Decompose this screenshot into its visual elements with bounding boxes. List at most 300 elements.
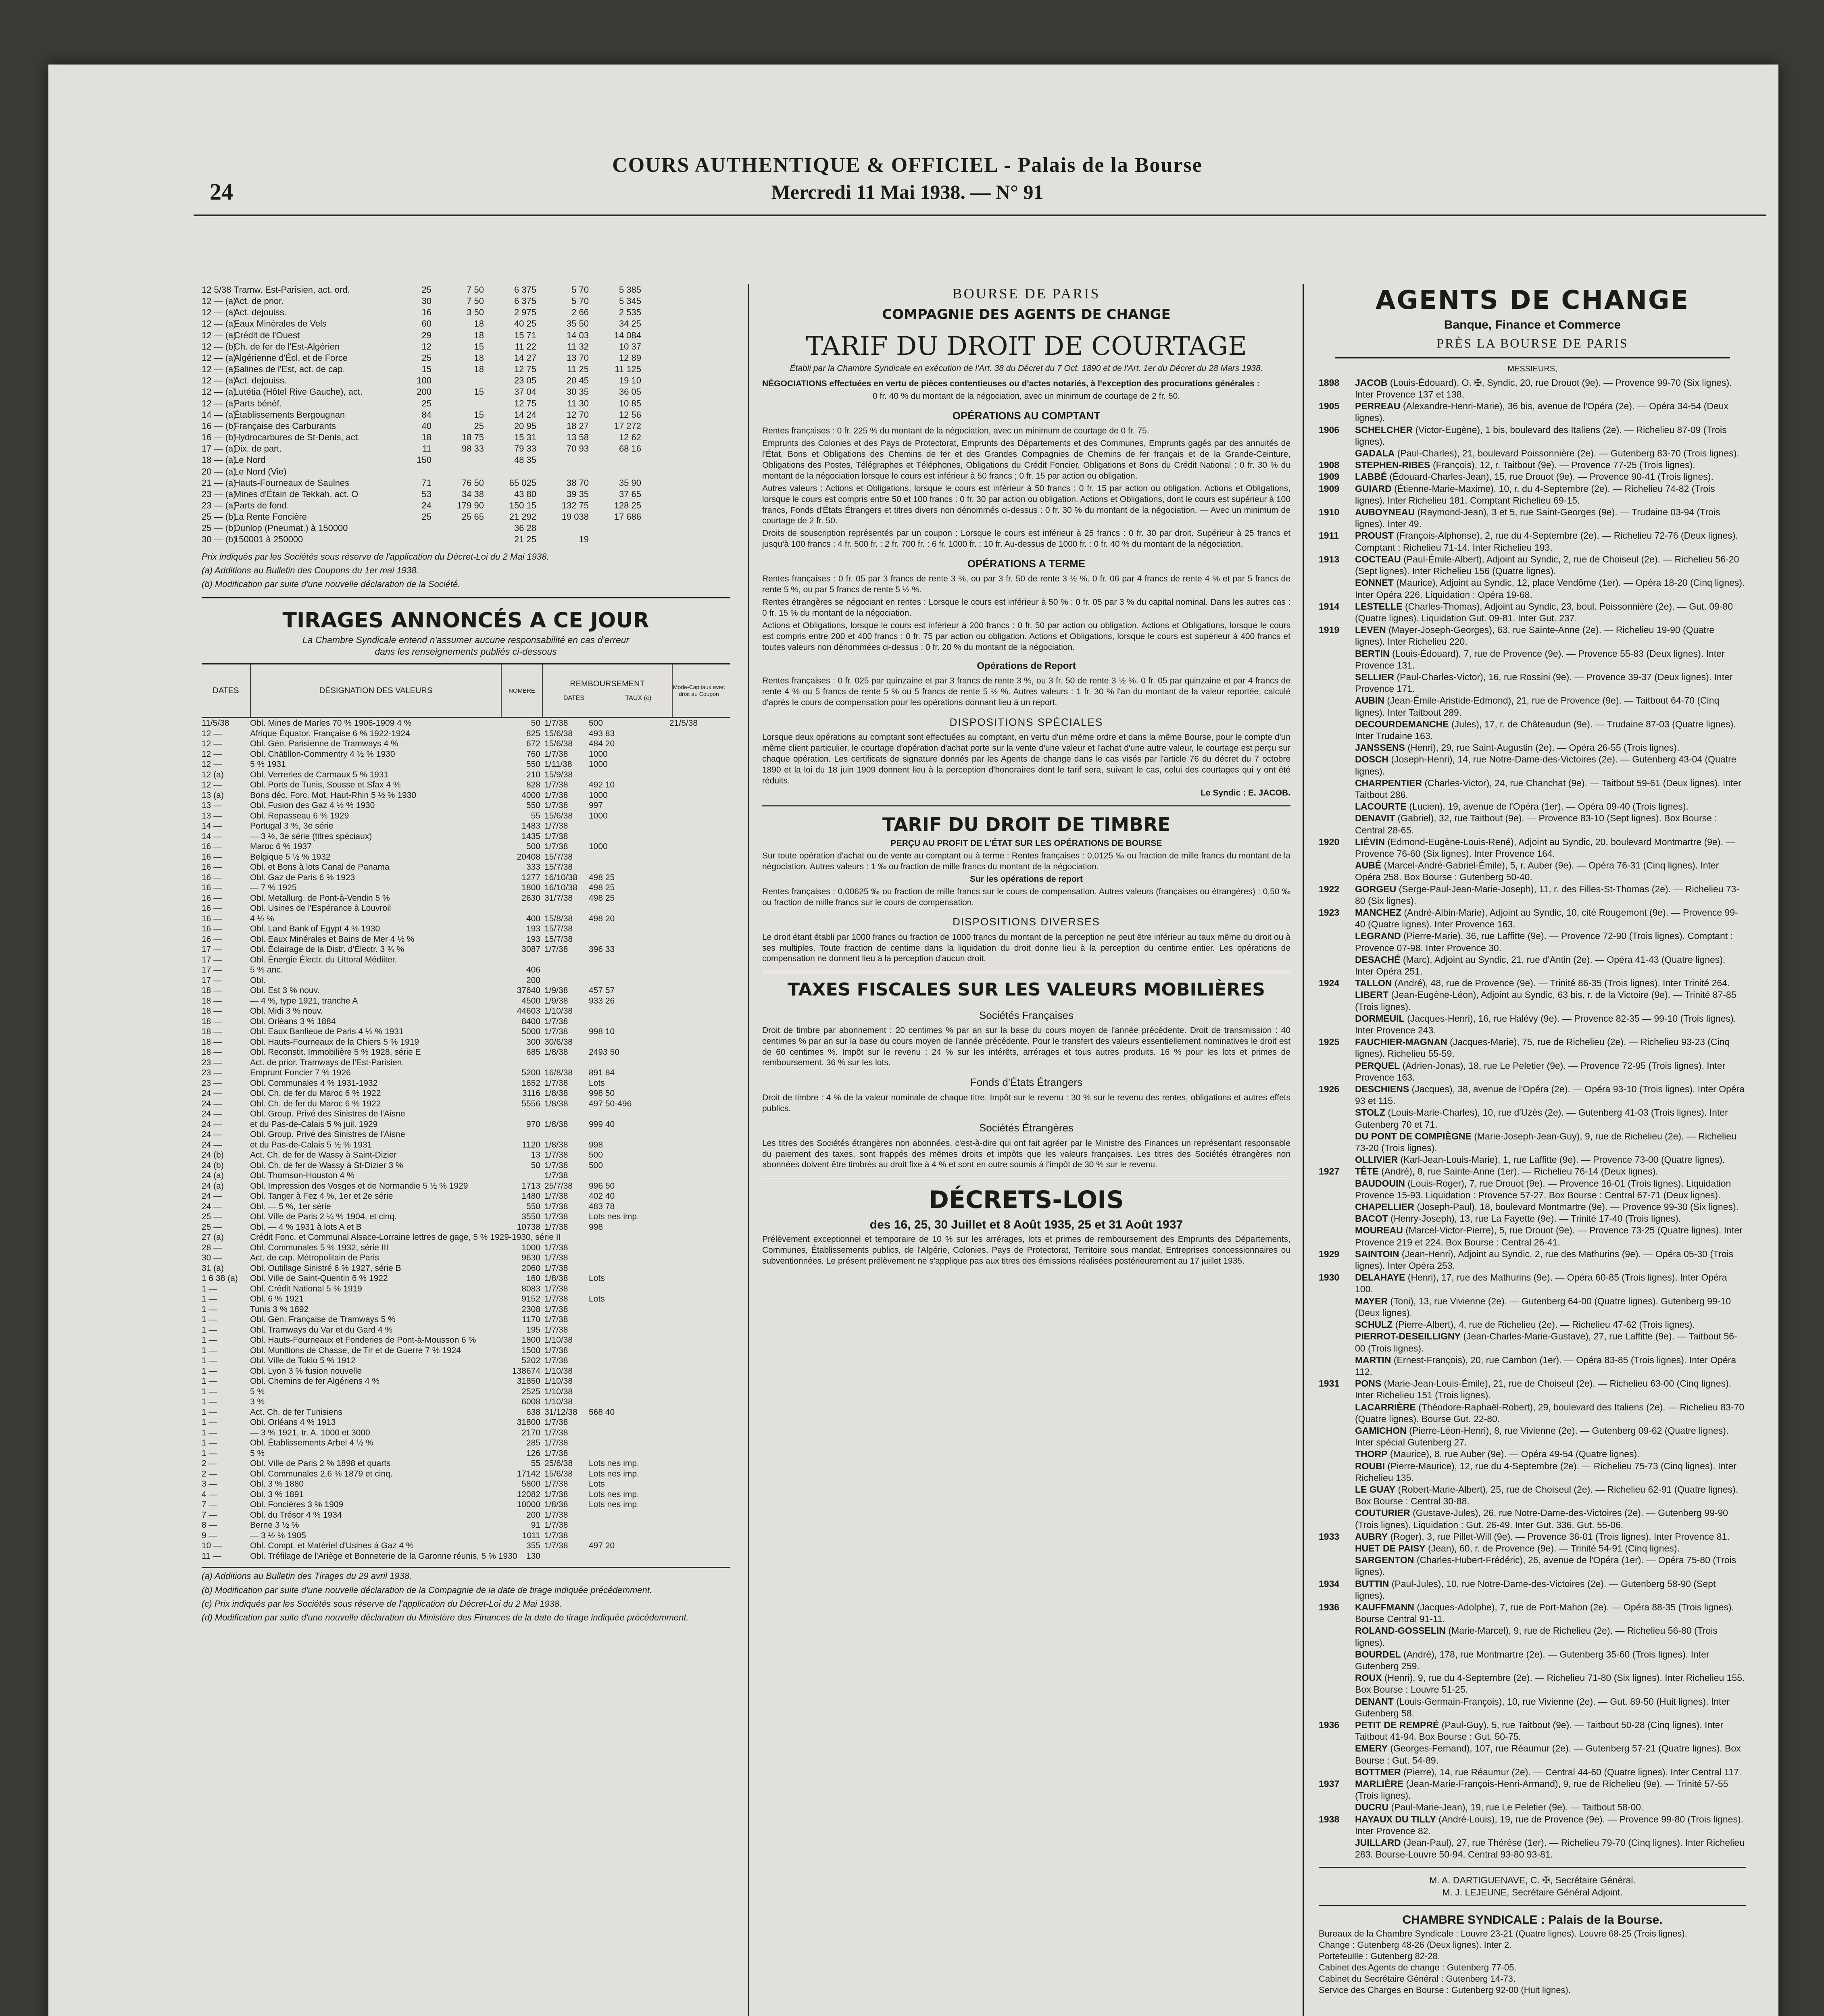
table-row [202, 1191, 730, 1202]
table-cell: 1/10/38 [544, 1366, 573, 1376]
table-cell: 2630 [521, 893, 540, 903]
list-item [1319, 883, 1746, 907]
table-row [202, 1387, 730, 1397]
table-cell: 160 [526, 1274, 540, 1283]
agent-details: (Victor-Eugène), 1 bis, boulevard des Italiens (2e). — Richelieu 87-09 (Trois lignes). [1355, 424, 1727, 447]
table-cell [669, 1531, 718, 1541]
table-cell [589, 934, 669, 945]
table-cell: 138674 [512, 1366, 540, 1376]
table-cell: 1/7/38 [544, 1479, 568, 1489]
list-item [1319, 1354, 1746, 1378]
terme-title: OPÉRATIONS A TERME [967, 558, 1086, 570]
coupon-cell: 11 125 [615, 364, 641, 375]
table-cell: 126 [526, 1448, 540, 1458]
table-cell [540, 1109, 589, 1119]
agent-year: 1929 [1319, 1248, 1340, 1259]
table-cell: Act. de cap. Métropolitain de Paris [250, 1253, 379, 1263]
agent-details: (Gabriel), 32, rue Taitbout (9e). — Provence 83-10 (Sept lignes). Box Bourse : Central 28-65. [1355, 813, 1717, 835]
coupon-cell: 21 — (a) [202, 477, 236, 488]
table-cell: Obl. Eaux Minérales et Bains de Mer 4 ½ % [250, 934, 415, 944]
table-row [202, 1006, 730, 1016]
coupon-cell: 48 35 [514, 455, 536, 465]
coupon-cell: 14 27 [514, 352, 536, 363]
table-cell: 16 — [202, 893, 222, 903]
table-cell: 15/7/38 [544, 862, 573, 872]
table-cell: 12 — [202, 780, 222, 790]
table-cell: 1/10/38 [544, 1006, 573, 1016]
table-cell [589, 852, 669, 862]
table-cell: 998 10 [589, 1027, 615, 1037]
table-cell: 1 — [202, 1428, 217, 1437]
agent-details: (Maurice), 8, rue Auber (9e). — Opéra 49-54 (Quatre lignes). [1390, 1449, 1640, 1460]
coupon-cell: Établissements Bergougnan [234, 409, 345, 420]
coupon-cell: 150001 à 250000 [234, 534, 303, 545]
comptant-p3: Autres valeurs : Actions et Obligations, lorsque le cours est inférieur à 50 francs : 0 fr. 15 par action ou obligation. Actions et Obligations, lorsque le cours est compris entre 50 et 100 francs : 0 fr. 30 par action ou obligation. Actions et Obligations, dont le cours est supérieur à 100 francs, Fonds d'États Étrangers et titres divers non dénommés ci-dessus : 0 fr. 30 % du montant de la négociation. — Avec un minimum de courtage de 2 fr. 50. [762, 483, 1290, 526]
table-cell [589, 1016, 669, 1027]
agent-details: (Édouard-Charles-Jean), 15, rue Drouot (9e). — Provence 90-41 (Trois lignes). [1389, 471, 1714, 482]
table-cell: 1435 [521, 831, 540, 841]
table-cell: 23 — [202, 1068, 222, 1078]
table-row [202, 985, 730, 996]
table-cell: 497 50-496 [589, 1099, 632, 1108]
coupon-cell: 5 70 [571, 285, 589, 295]
table-cell: 1/7/38 [544, 945, 568, 954]
table-cell: 1/7/38 [544, 1520, 568, 1530]
table-row [202, 1263, 730, 1274]
coupon-row [202, 330, 730, 341]
table-cell: 31/12/38 [544, 1407, 577, 1417]
table-cell: Obl. et Bons à lots Canal de Panama [250, 862, 390, 872]
agent-details: (Paul-Jules), 10, rue Notre-Dame-des-Victoires (2e). — Gutenberg 58-90 (Sept lignes). [1355, 1578, 1716, 1601]
table-cell [669, 1068, 718, 1078]
agents-list [1319, 377, 1746, 1861]
agent-name: KAUFFMANN [1355, 1602, 1414, 1612]
agent-year [1319, 1837, 1355, 1860]
agent-year [1319, 1554, 1355, 1578]
agent-year [1319, 742, 1355, 754]
table-cell: 15/6/38 [544, 739, 573, 749]
col-dates: DATES [202, 664, 251, 717]
table-cell: 10738 [517, 1222, 540, 1232]
table-cell: Obl. 3 % 1880 [250, 1479, 304, 1489]
list-item [1319, 1625, 1746, 1648]
col-remboursement-label: REMBOURSEMENT [570, 679, 645, 689]
coupon-cell: Mines d'Étain de Tekkah, act. O [234, 489, 359, 499]
coupon-cell [432, 523, 484, 534]
table-cell [500, 955, 540, 965]
table-cell: 4000 [521, 790, 540, 800]
list-item [1319, 1201, 1746, 1213]
table-row [202, 1541, 730, 1551]
table-cell: 5 % anc. [250, 965, 283, 975]
table-cell [589, 1253, 669, 1263]
agent-year: 1919 [1319, 625, 1340, 635]
coupon-cell: 18 [474, 319, 484, 329]
coupon-cell: 40 25 [514, 319, 536, 329]
agent-name: CHAPELLIER [1355, 1202, 1414, 1212]
agent-year [1319, 1201, 1355, 1213]
table-cell [669, 1140, 718, 1150]
diverses-title: DISPOSITIONS DIVERSES [953, 916, 1100, 928]
table-row [202, 1119, 730, 1130]
table-cell: Obl. Group. Privé des Sinistres de l'Aisne [250, 1109, 405, 1119]
table-cell: 998 [589, 1222, 603, 1232]
agent-year [1319, 1225, 1355, 1248]
table-cell [589, 1438, 669, 1448]
table-cell: 18 — [202, 986, 222, 996]
coupon-cell: Dunlop (Pneumat.) à 150000 [234, 523, 348, 533]
table-cell: 24 — [202, 1130, 222, 1139]
table-row [202, 1479, 730, 1489]
table-cell: 1/7/38 [544, 1356, 568, 1366]
table-row [202, 831, 730, 842]
coupon-cell [432, 466, 484, 477]
table-cell: 1/8/38 [544, 1274, 568, 1283]
coupon-cell: 11 22 [515, 341, 536, 352]
table-cell: 10000 [517, 1500, 540, 1510]
coupon-cell: 25 [421, 512, 432, 522]
table-cell: 1/7/38 [544, 1222, 568, 1232]
table-cell: 18 — [202, 1048, 222, 1057]
agent-name: AUBIN [1355, 695, 1384, 706]
coupon-cell: 60 [421, 319, 432, 329]
agent-year: 1905 [1319, 401, 1340, 412]
table-cell: 210 [526, 770, 540, 779]
table-row [202, 1109, 730, 1119]
table-cell: 1/8/38 [544, 1140, 568, 1150]
agent-name: DENAVIT [1355, 813, 1395, 824]
table-row [202, 1016, 730, 1027]
table-cell [669, 1489, 718, 1500]
list-item [1319, 812, 1746, 836]
table-cell: Obl. du Trésor 4 % 1934 [250, 1510, 342, 1520]
agent-name: HAYAUX DU TILLY [1355, 1814, 1436, 1824]
col-nombre: NOMBRE [502, 664, 543, 717]
agents-subtitle: Banque, Finance et Commerce [1444, 318, 1621, 331]
chambre-lines [1319, 1928, 1746, 1996]
table-cell: 1/7/38 [544, 831, 568, 841]
coupon-cell: 24 [421, 500, 432, 510]
table-cell [669, 1407, 718, 1418]
list-item [1319, 1484, 1746, 1507]
table-cell [669, 944, 718, 955]
coupon-cell: 30 [421, 296, 432, 306]
table-cell: 7 — [202, 1500, 217, 1510]
agent-year: 1924 [1319, 978, 1340, 989]
agent-year [1319, 719, 1355, 742]
coupon-cell: 16 [421, 307, 432, 318]
table-cell [589, 955, 669, 965]
coupon-cell: 37 65 [619, 489, 641, 499]
table-cell: 1000 [589, 811, 608, 821]
coupon-cell: 36 28 [514, 523, 536, 533]
table-row [202, 749, 730, 760]
agent-details: (Joseph-Paul), 18, boulevard Montmartre (9e). — Provence 99-30 (Six lignes). [1417, 1202, 1739, 1212]
coupon-cell: 12 — (a) [202, 319, 236, 329]
agent-year [1319, 1354, 1355, 1378]
table-cell: 195 [526, 1325, 540, 1335]
table-cell [669, 1448, 718, 1459]
table-cell [669, 873, 718, 883]
tirages-note-b: (b) Modification par suite d'une nouvelle déclaration de la Compagnie de la date de tirage indiquée précédemment. [202, 1585, 652, 1595]
coupon-cell: Ch. de fer de l'Est-Algérien [234, 341, 340, 352]
table-cell: Obl. Hauts-Fourneaux de la Chiers 5 % 1919 [250, 1037, 419, 1047]
table-cell: 5 % [250, 1448, 265, 1458]
agent-details: (Henry-Joseph), 13, rue La Fayette (9e). — Trinité 17-40 (Trois lignes). [1390, 1213, 1681, 1224]
coupon-cell: 18 [421, 432, 432, 443]
table-cell: 1800 [521, 883, 540, 893]
table-cell [669, 862, 718, 873]
coupon-cell: 12 70 [566, 409, 589, 420]
agent-year: 1934 [1319, 1578, 1340, 1589]
table-cell: Obl. Land Bank of Egypt 4 % 1930 [250, 924, 380, 934]
agent-year [1319, 777, 1355, 801]
agent-year [1319, 1649, 1355, 1672]
table-cell: 1/7/38 [544, 1263, 568, 1273]
table-cell: Bons déc. Forc. Mot. Haut-Rhin 5 ½ % 1930 [250, 790, 417, 800]
list-item [1319, 1837, 1746, 1860]
coupon-cell: Crédit de l'Ouest [234, 330, 300, 340]
agent-details: (Jean-Paul), 27, rue Thérèse (1er). — Richelieu 79-70 (Cinq lignes). Inter Richelieu 283. Bourse-Louvre 50-94. Central 93-80 93-81. [1355, 1837, 1745, 1860]
agent-details: (Alexandre-Henri-Marie), 36 bis, avenue de l'Opéra (2e). — Opéra 34-54 (Deux lignes). [1355, 401, 1729, 423]
table-cell: — 4 %, type 1921, tranche A [250, 996, 358, 1006]
page-number: 24 [210, 179, 233, 205]
coupon-cell: Algérienne d'Écl. et de Force [234, 352, 348, 363]
table-cell: 828 [526, 780, 540, 790]
table-row [202, 1140, 730, 1150]
table-cell: 402 40 [589, 1191, 615, 1201]
coupon-cell: 6 375 [514, 296, 536, 306]
table-cell: 9152 [521, 1294, 540, 1304]
table-cell: 497 20 [589, 1541, 615, 1551]
coupon-cell [432, 375, 484, 386]
timbre-title: TARIF DU DROIT DE TIMBRE [882, 814, 1170, 836]
table-cell [589, 1366, 669, 1377]
agent-year [1319, 1295, 1355, 1319]
terme-p3: Actions et Obligations, lorsque le cours est inférieur à 200 francs : 0 fr. 50 par action ou obligation. Actions et Obligations, lorsque le cours est compris entre 200 et 400 francs : 0 fr. 75 par action ou obligation. Actions et Obligations, lorsque le cours est supérieur à 400 francs et toutes valeurs non dénommées ci-dessus : 0 fr. 20 % du montant de la négociation. [762, 621, 1290, 652]
comptant-p4: Droits de souscription représentés par un coupon : Lorsque le cours est inférieur à 25 francs : 0 fr. 30 par droit. Supérieur à 25 francs et jusqu'à 100 francs : 4 fr. 500 fr. : 2 fr. 700 fr. : 6 fr. 1000 fr. : 10 fr. Au-dessus de 1000 fr. : 0 fr. 40 % du montant de la négociation. [762, 529, 1290, 549]
table-cell: Obl. Outillage Sinistré 6 % 1927, série B [250, 1263, 401, 1273]
table-cell: 1 — [202, 1448, 217, 1458]
list-item [1319, 907, 1746, 930]
table-cell [669, 1500, 718, 1510]
table-cell [500, 1232, 540, 1243]
table-cell: 1/7/38 [544, 1294, 568, 1304]
table-cell: 1/7/38 [544, 1315, 568, 1325]
list-item [1319, 1531, 1746, 1543]
tarif-courtage-sub: Établi par la Chambre Syndicale en exécution de l'Art. 38 du Décret du 7 Oct. 1890 et de l'Art. 1er du Décret du 28 Mars 1938. [790, 363, 1263, 373]
coupon-cell: 23 — (a) [202, 500, 236, 510]
table-cell: Act. de prior. Tramways de l'Est-Parisien. [250, 1058, 404, 1067]
table-cell: Obl. Hauts-Fourneaux et Fonderies de Pont-à-Mousson 6 % [250, 1335, 476, 1345]
coupon-row [202, 386, 730, 398]
table-cell: 1/7/38 [544, 821, 568, 831]
agent-name: BOTTMER [1355, 1766, 1401, 1777]
table-cell: Obl. Ville de Paris 2 ¼ % 1904, et cinq. [250, 1212, 397, 1222]
table-cell [589, 1417, 669, 1428]
table-cell: 21/5/38 [669, 719, 698, 728]
table-cell [669, 1263, 718, 1274]
table-cell: 50 [531, 1160, 540, 1170]
agent-name: LIÉVIN [1355, 836, 1385, 847]
table-cell: 24 — [202, 1089, 222, 1098]
table-cell: 16 — [202, 873, 222, 882]
table-row [202, 1202, 730, 1212]
table-row [202, 1027, 730, 1037]
table-cell: 1/9/38 [544, 986, 568, 996]
table-cell: 1/7/38 [544, 1027, 568, 1037]
table-cell: 1/10/38 [544, 1377, 573, 1386]
table-cell: 406 [526, 965, 540, 975]
coupon-cell: 12 62 [619, 432, 641, 443]
table-cell: 31850 [517, 1377, 540, 1386]
coupon-cell: 37 04 [514, 387, 536, 397]
coupon-cell: 43 80 [514, 489, 536, 499]
table-cell: 1713 [521, 1181, 540, 1191]
agent-name: MAYER [1355, 1295, 1388, 1306]
table-cell: 1 — [202, 1304, 217, 1314]
coupon-cell: 12 — (a) [202, 296, 236, 306]
table-cell [669, 883, 718, 893]
agent-year [1319, 1319, 1355, 1331]
table-cell [589, 1510, 669, 1520]
table-cell: 16 — [202, 842, 222, 852]
table-cell: 12 — [202, 760, 222, 769]
coupon-cell: 5 345 [619, 296, 641, 306]
agent-name: GORGEU [1355, 883, 1397, 894]
table-cell: Obl. Compt. et Matériel d'Usines à Gaz 4 % [250, 1541, 414, 1551]
table-cell: 1 — [202, 1366, 217, 1376]
coupon-cell: 12 56 [619, 409, 641, 420]
table-cell: 3116 [522, 1089, 540, 1098]
list-item [1319, 1225, 1746, 1248]
table-row [202, 1232, 730, 1243]
table-cell: 25/7/38 [544, 1181, 573, 1191]
table-cell: 933 26 [589, 996, 615, 1006]
table-cell [669, 1479, 718, 1489]
table-cell [669, 770, 718, 780]
table-cell: 1000 [589, 842, 608, 852]
agent-year [1319, 648, 1355, 671]
agent-details: (Théodore-Raphaël-Robert), 29, boulevard des Italiens (2e). — Richelieu 83-70 (Quatre lignes). Bourse Gut. 22-80. [1355, 1402, 1745, 1424]
agent-name: AUBOYNEAU [1355, 507, 1415, 518]
coupon-cell [432, 454, 484, 466]
table-cell: Obl. Établissements Arbel 4 ½ % [250, 1438, 373, 1448]
table-cell [669, 841, 718, 852]
chambre-title: CHAMBRE SYNDICALE : Palais de la Bourse. [1402, 1913, 1663, 1927]
coupon-cell: 14 03 [566, 330, 589, 340]
table-cell: 24 — [202, 1140, 222, 1150]
table-cell: 1/11/38 [544, 760, 572, 769]
agent-details: (Lucien), 19, avenue de l'Opéra (1er). — Opéra 09-40 (Trois lignes). [1409, 801, 1689, 812]
table-row [202, 800, 730, 811]
coupon-cell: 25 [421, 352, 432, 363]
coupon-cell: 12 — (a) [202, 398, 236, 408]
agent-year: 1931 [1319, 1378, 1340, 1389]
table-cell [669, 1551, 718, 1562]
coupon-cell: 12 — (a) [202, 352, 236, 363]
table-cell: 1/7/38 [544, 1150, 568, 1160]
table-cell [589, 770, 669, 780]
table-cell: 25 — [202, 1222, 222, 1232]
agent-year [1319, 1060, 1355, 1083]
agent-name: BERTIN [1355, 648, 1390, 659]
coupon-cell: Parts bénéf. [234, 398, 282, 408]
agent-details: (Gustave-Jules), 26, rue Notre-Dame-des-Victoires (2e). — Gutenberg 99-90 (Trois lignes). Liquidation : Gut. 26-49. Inter Gut. 336. Gut. 55-06. [1355, 1508, 1728, 1530]
table-cell [669, 1129, 718, 1140]
coupon-cell: 16 — (b) [202, 432, 236, 443]
table-cell: Lots nes imp. [589, 1489, 639, 1499]
table-cell [669, 1222, 718, 1233]
table-cell [589, 975, 669, 986]
agent-year [1319, 930, 1355, 954]
table-cell: 17142 [517, 1469, 540, 1479]
agent-year: 1936 [1319, 1720, 1340, 1730]
table-cell: 1652 [521, 1078, 540, 1088]
table-cell: 1/7/38 [544, 1284, 568, 1293]
agent-name: DESACHÉ [1355, 954, 1401, 965]
table-cell [589, 1335, 669, 1345]
table-row [202, 1212, 730, 1222]
table-cell [669, 1417, 718, 1428]
table-cell [589, 903, 669, 914]
agent-year: 1925 [1319, 1037, 1340, 1048]
table-cell: 1/10/38 [544, 1387, 573, 1396]
coupon-cell [589, 454, 641, 466]
table-cell: 672 [526, 739, 540, 749]
agent-name: DORMEUIL [1355, 1013, 1405, 1024]
decrets-title: DÉCRETS-LOIS [929, 1186, 1124, 1214]
agent-details: (André-Albin-Marie), Adjoint au Syndic, 10, cité Rougemont (9e). — Provence 99-40 (Quatre lignes). Inter Provence 163. [1355, 907, 1738, 930]
table-cell: 5000 [521, 1027, 540, 1037]
table-cell: 1/8/38 [544, 1048, 568, 1057]
table-row [202, 1243, 730, 1253]
table-cell: 24 (b) [202, 1150, 224, 1160]
agent-year: 1922 [1319, 883, 1340, 894]
agent-details: (Jean-Charles-Marie-Gustave), 27, rue Laffitte (9e). — Taitbout 56-00 (Trois lignes). [1355, 1331, 1737, 1354]
table-cell: 55 [531, 811, 540, 821]
agent-year: 1936 [1319, 1602, 1340, 1612]
list-item [1319, 1166, 1746, 1177]
terme-p1: Rentes françaises : 0 fr. 05 par 3 francs de rente 3 %, ou par 3 fr. 50 de rente 3 ½ %. 0 fr. 06 par 4 francs de rente 4 % et par 5 francs de rente 5 %, ou par 5 francs de rente 5 ½ %. [762, 574, 1290, 595]
agent-name: LESTELLE [1355, 601, 1403, 612]
table-cell: 24 (b) [202, 1160, 224, 1170]
agent-name: GAMICHON [1355, 1425, 1407, 1436]
agent-name: FAUCHIER-MAGNAN [1355, 1037, 1447, 1048]
coupon-cell: 20 45 [566, 375, 589, 386]
coupon-cell: 5 385 [619, 285, 641, 295]
table-cell: Act. Ch. de fer Tunisiens [250, 1407, 342, 1417]
table-cell [669, 1325, 718, 1335]
agent-details: (Robert-Marie-Albert), 25, rue de Choiseul (2e). — Richelieu 62-91 (Quatre lignes). Box Bourse : Central 30-88. [1355, 1484, 1739, 1507]
list-item [1319, 801, 1746, 812]
agent-details: (André), 8, rue Sainte-Anne (1er). — Richelieu 76-14 (Deux lignes). [1381, 1166, 1658, 1177]
table-row [202, 1407, 730, 1418]
table-cell: 285 [526, 1438, 540, 1448]
table-cell: 1/7/38 [544, 780, 568, 790]
table-cell: 15/9/38 [544, 770, 573, 779]
list-item [1319, 1154, 1746, 1166]
coupon-cell: 12 — (a) [202, 307, 236, 318]
table-cell: 30/6/38 [544, 1037, 573, 1047]
table-cell: 1 — [202, 1335, 217, 1345]
table-cell: Obl. Crédit National 5 % 1919 [250, 1284, 362, 1293]
table-cell: 5202 [521, 1356, 540, 1366]
table-cell: 1/7/38 [544, 1160, 568, 1170]
agent-details: (Charles-Thomas), Adjoint au Syndic, 23, boul. Poissonnière (2e). — Gut. 09-80 (Quatre lignes). Liquidation Gut. 09-81. Inter Gut. 237. [1355, 601, 1733, 623]
table-cell: 1/7/38 [544, 1304, 568, 1314]
coupon-cell: 19 [579, 534, 589, 545]
